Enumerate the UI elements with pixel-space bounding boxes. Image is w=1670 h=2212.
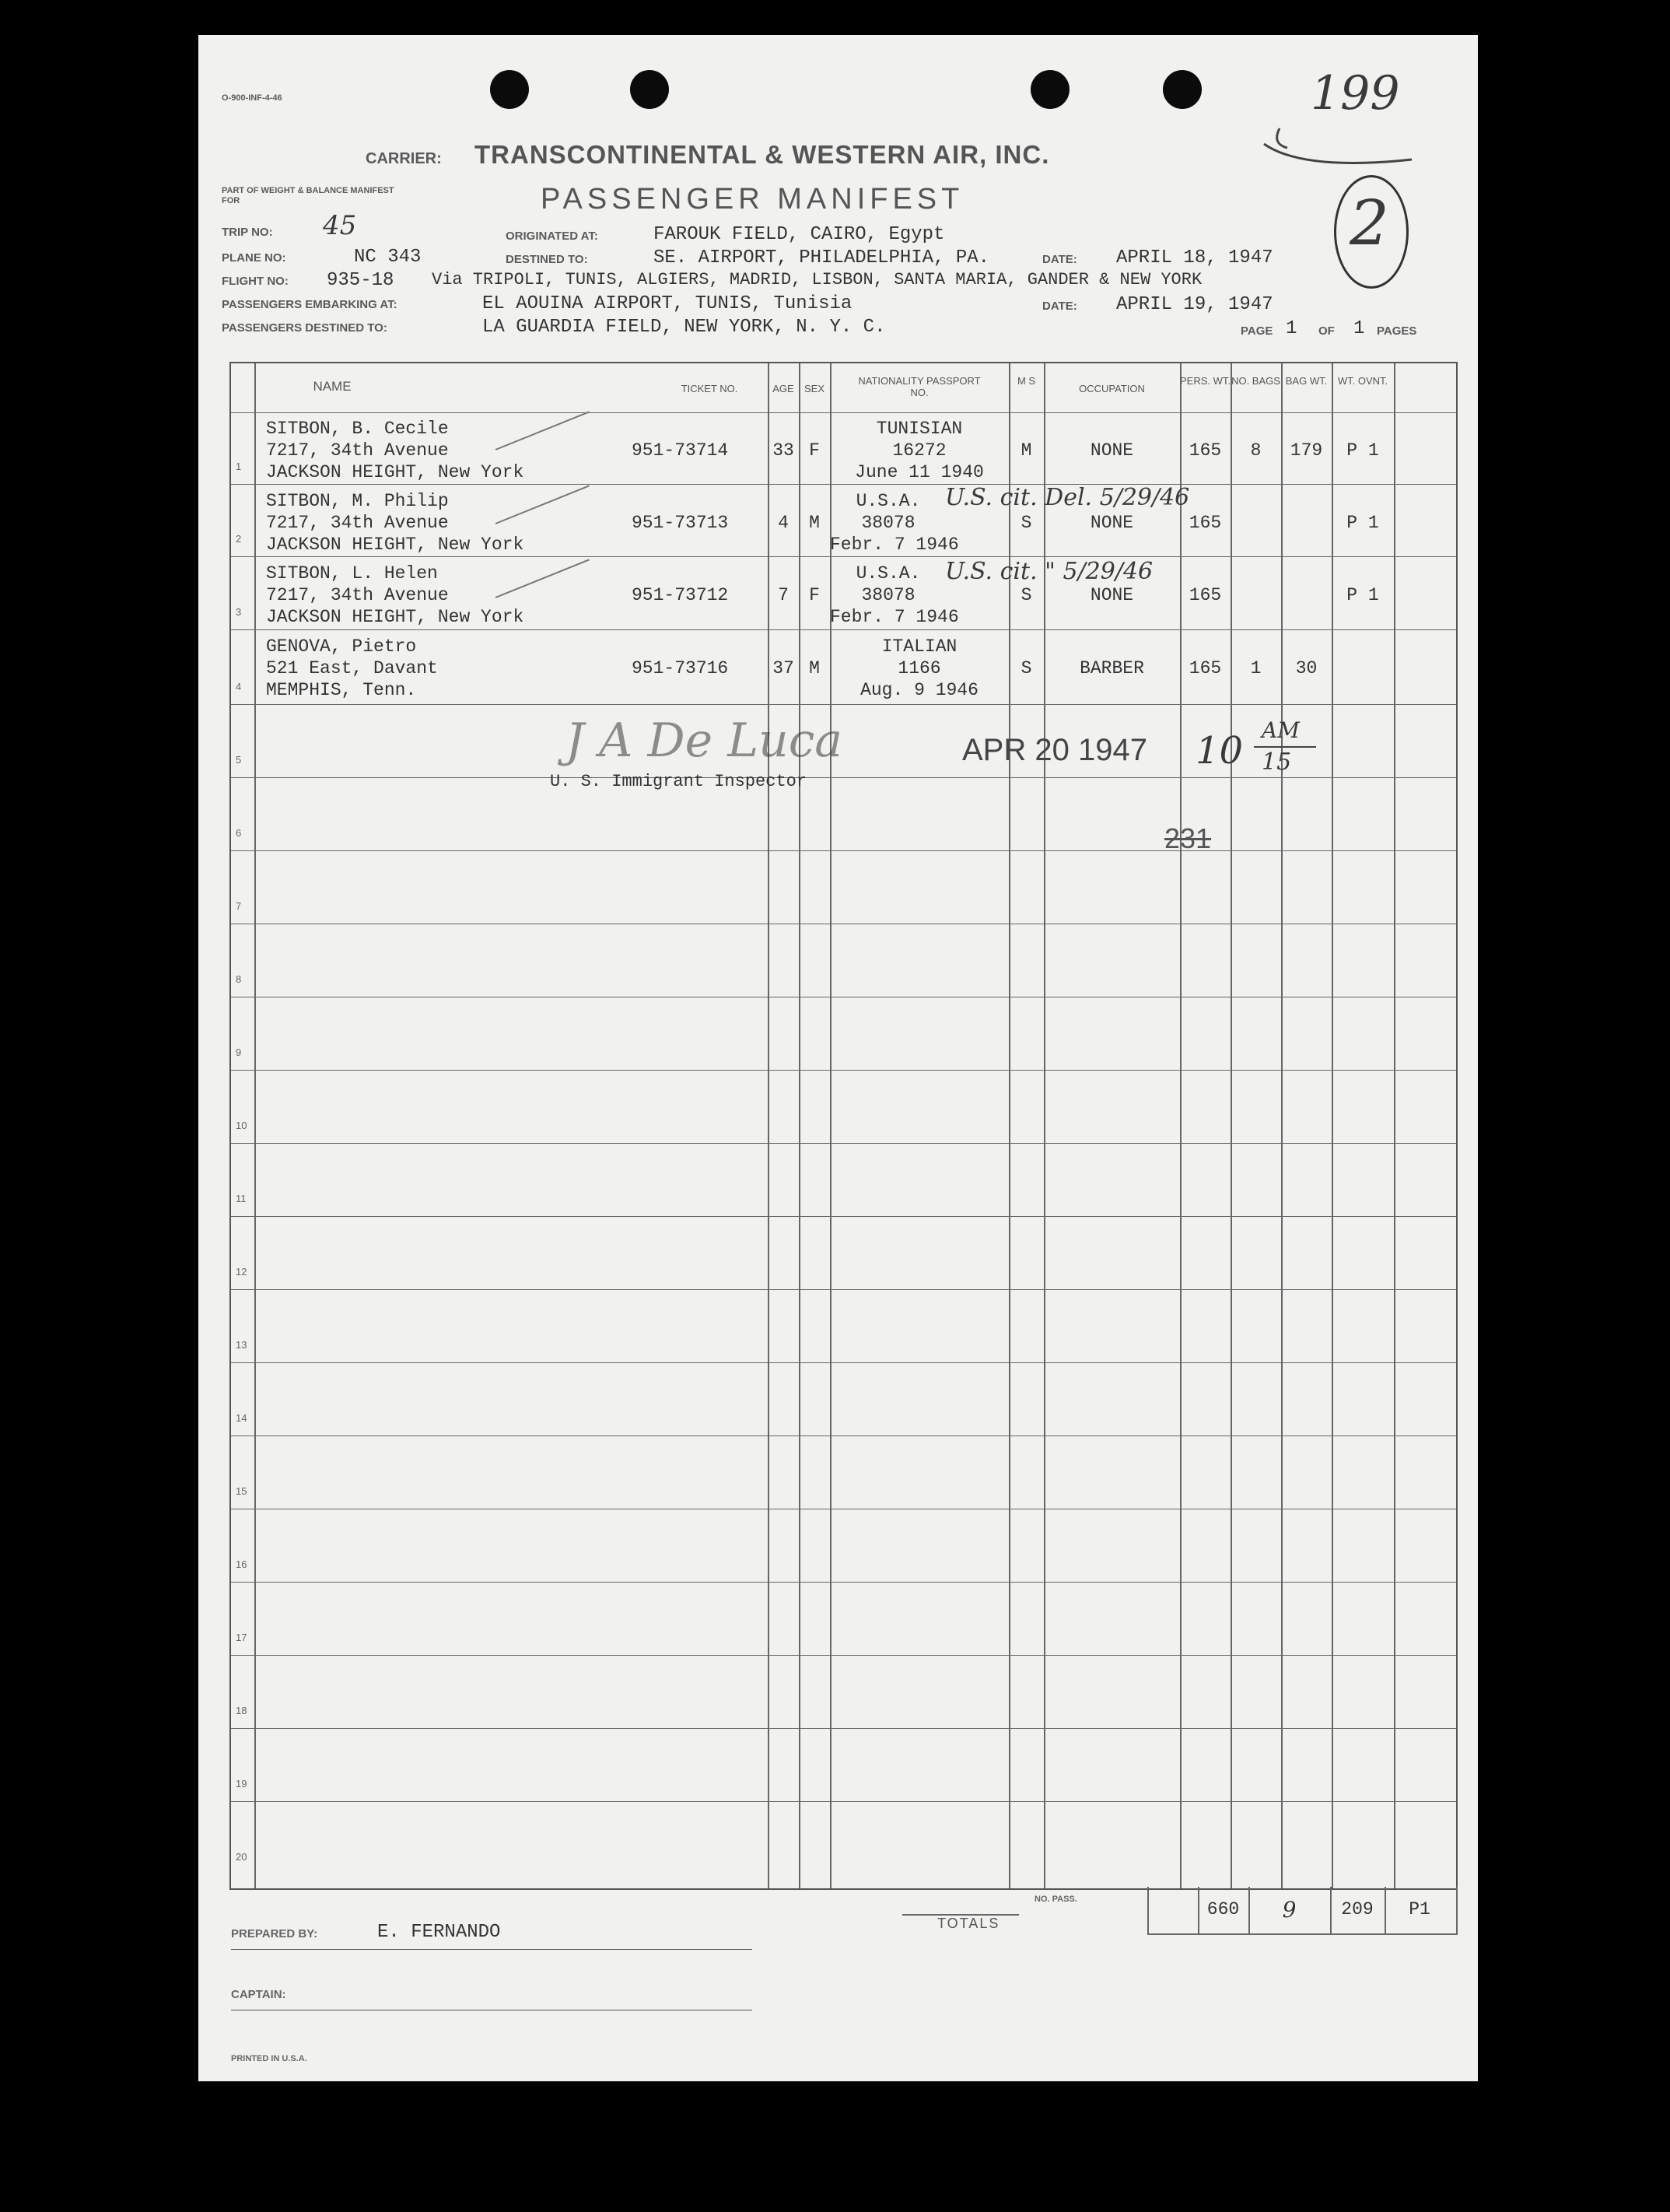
row-number: 15 [236,1485,247,1497]
row-divider [231,1143,1456,1144]
destined-value: SE. AIRPORT, PHILADELPHIA, PA. [653,247,990,268]
row-divider [231,484,1456,485]
check-mark [495,411,590,450]
row-number: 2 [236,533,242,545]
row-divider [231,629,1456,630]
occupation: NONE [1090,585,1134,605]
carrier-label: CARRIER: [366,150,442,167]
trip-value: 45 [323,210,357,241]
passport-number: 38078 [861,513,916,533]
passport-date: June 11 1940 [855,462,984,482]
row-number: 10 [236,1120,247,1131]
flight-value: 935-18 [327,270,394,291]
totals-label: TOTALS [937,1916,1000,1931]
total-pers-wt: 660 [1206,1899,1240,1919]
col-header-ms: M S [1017,375,1036,387]
circled-number: 2 [1350,187,1389,259]
inspection-time-hour: 10 [1196,729,1244,773]
page-total: 1 [1353,318,1365,339]
row-number: 5 [236,754,242,766]
passenger-name: SITBON, L. Helen [266,563,438,584]
passport-date: Aug. 9 1946 [860,680,979,700]
row-divider [231,1728,1456,1729]
page-number: 1 [1286,318,1297,339]
age: 7 [778,585,789,605]
bag-wt: 179 [1290,440,1323,461]
row-divider [231,850,1456,851]
passenger-table [229,362,1458,1890]
row-divider [231,1582,1456,1583]
passenger-address: 521 East, Davant [266,658,438,678]
inspection-minutes: 15 [1262,748,1292,776]
destined-label: DESTINED TO: [506,253,588,266]
ticket-number: 951-73714 [632,440,729,461]
punch-hole [1031,70,1070,109]
embarking-date: APRIL 19, 1947 [1116,294,1273,315]
prepared-by-value: E. FERNANDO [377,1922,501,1943]
pers-wt: 165 [1189,585,1222,605]
pages-label: PAGES [1377,324,1417,338]
row-number: 7 [236,900,242,912]
row-divider [231,556,1456,557]
row-number: 8 [236,973,242,985]
page-handwritten-number: 199 [1311,66,1400,121]
passenger-city: JACKSON HEIGHT, New York [266,607,524,627]
passenger-address: 7217, 34th Avenue [266,440,449,461]
row-number: 9 [236,1046,242,1058]
row-divider [231,1070,1456,1071]
total-bag-wt: 209 [1341,1899,1374,1919]
handwritten-flourish [1256,113,1420,175]
carrier-name: TRANSCONTINENTAL & WESTERN AIR, INC. [474,140,1050,169]
row-divider [231,777,1456,778]
col-header-nationality: NATIONALITY PASSPORT NO. [858,375,981,398]
passenger-city: JACKSON HEIGHT, New York [266,535,524,555]
destined-pass-label: PASSENGERS DESTINED TO: [222,321,387,335]
occupation: NONE [1090,440,1134,461]
sex: M [809,658,820,678]
marital-status: S [1021,585,1032,605]
passport-number: 38078 [861,585,916,605]
col-divider [1281,363,1283,1888]
row-number: 19 [236,1778,247,1790]
age: 33 [772,440,794,461]
col-divider [1394,363,1395,1888]
marital-status: S [1021,658,1032,678]
prepared-by-label: PREPARED BY: [231,1927,318,1940]
row-number: 14 [236,1412,247,1424]
row-number: 11 [236,1193,247,1204]
nationality: ITALIAN [881,636,958,657]
age: 37 [772,658,794,678]
trip-label: TRIP NO: [222,226,273,239]
plane-value: NC 343 [354,247,422,268]
row-divider [231,1362,1456,1363]
inspection-date-stamp: APR 20 1947 [962,733,1147,767]
row-number: 1 [236,461,242,472]
no-bags: 8 [1250,440,1262,461]
printed-in: PRINTED IN U.S.A. [231,2054,307,2063]
total-bags: 9 [1282,1897,1297,1923]
passenger-name: SITBON, M. Philip [266,491,449,511]
no-pass-label: NO. PASS. [1035,1895,1077,1904]
destined-date: APRIL 18, 1947 [1116,247,1273,268]
page-title: PASSENGER MANIFEST [541,183,965,216]
nationality: TUNISIAN [876,419,963,439]
check-mark [495,485,590,524]
col-header-pers-wt: PERS. WT. [1180,375,1231,387]
embarking-value: EL AOUINA AIRPORT, TUNIS, Tunisia [482,293,853,314]
row-divider [231,412,1456,413]
captain-label: CAPTAIN: [231,1988,286,2001]
inspector-signature: J A De Luca [565,713,843,768]
citizenship-note: U.S. cit. " 5/29/46 [945,558,1154,585]
flight-label: FLIGHT NO: [222,275,289,288]
destined-date-label: DATE: [1042,253,1077,266]
embarking-date-label: DATE: [1042,300,1077,313]
originated-label: ORIGINATED AT: [506,230,598,243]
row-number: 16 [236,1558,247,1570]
passenger-address: 7217, 34th Avenue [266,585,449,605]
passenger-city: MEMPHIS, Tenn. [266,680,417,700]
manifest-page [198,35,1478,2081]
col-divider [1231,363,1232,1888]
nationality: U.S.A. [856,491,921,511]
embarking-label: PASSENGERS EMBARKING AT: [222,298,397,311]
row-number: 12 [236,1266,247,1278]
sex: F [809,585,820,605]
destined-pass-value: LA GUARDIA FIELD, NEW YORK, N. Y. C. [482,317,886,338]
row-number: 20 [236,1851,247,1863]
pers-wt: 165 [1189,440,1222,461]
row-divider [231,1216,1456,1217]
row-divider [231,1289,1456,1290]
passenger-name: GENOVA, Pietro [266,636,417,657]
total-wt-ovnt: P1 [1409,1899,1430,1919]
col-header-occupation: OCCUPATION [1079,383,1145,394]
wt-ovnt: P 1 [1346,440,1379,461]
no-pass-box [1019,1887,1149,1933]
row-number: 17 [236,1632,247,1643]
citizenship-note: U.S. cit. Del. 5/29/46 [945,484,1190,511]
row-number: 6 [236,827,242,839]
row-number: 13 [236,1339,247,1351]
passenger-city: JACKSON HEIGHT, New York [266,462,524,482]
originated-value: FAROUK FIELD, CAIRO, Egypt [653,224,945,245]
passport-number: 16272 [892,440,947,461]
sex: M [809,513,820,533]
fraction-bar [1254,746,1316,748]
of-label: OF [1318,324,1335,338]
wt-ovnt: P 1 [1346,585,1379,605]
plane-label: PLANE NO: [222,251,286,265]
part-of-note: PART OF WEIGHT & BALANCE MANIFEST FOR [222,186,394,205]
no-bags: 1 [1250,658,1262,678]
punch-hole [490,70,529,109]
row-number: 3 [236,606,242,618]
count-note: 231 [1164,822,1212,854]
col-header-age: AGE [772,383,794,394]
ticket-number: 951-73716 [632,658,729,678]
passport-date: Febr. 7 1946 [830,607,959,627]
col-header-bag-wt: BAG WT. [1285,375,1328,387]
row-divider [231,704,1456,705]
passport-number: 1166 [898,658,941,678]
col-header-bags: NO. BAGS [1231,375,1280,387]
passenger-address: 7217, 34th Avenue [266,513,449,533]
nationality: U.S.A. [856,563,921,584]
col-header-ticket: TICKET NO. [681,383,738,394]
pers-wt: 165 [1189,513,1222,533]
col-header-sex: SEX [803,383,824,394]
flight-via: Via TRIPOLI, TUNIS, ALGIERS, MADRID, LISBON, SANTA MARIA, GANDER & NEW YORK [432,270,1203,289]
punch-hole [1163,70,1202,109]
marital-status: M [1021,440,1032,461]
check-mark [495,559,590,598]
page-label: PAGE [1241,324,1273,338]
row-number: 18 [236,1705,247,1716]
form-code: O-900-INF-4-46 [222,93,282,103]
row-number: 4 [236,681,242,692]
bag-wt: 30 [1295,658,1318,678]
passenger-name: SITBON, B. Cecile [266,419,449,439]
age: 4 [778,513,789,533]
marital-status: S [1021,513,1032,533]
prepared-by-line [231,1949,752,1950]
ticket-number: 951-73712 [632,585,729,605]
row-divider [231,1655,1456,1656]
col-header-name: NAME [313,379,352,394]
occupation: BARBER [1080,658,1144,678]
punch-hole [630,70,669,109]
inspector-title: U. S. Immigrant Inspector [550,772,807,791]
sex: F [809,440,820,461]
pers-wt: 165 [1189,658,1222,678]
occupation: NONE [1090,513,1134,533]
col-divider [254,363,256,1888]
passport-date: Febr. 7 1946 [830,535,959,555]
row-divider [231,1801,1456,1802]
col-header-wt-ovnt: WT. OVNT. [1337,375,1388,387]
wt-ovnt: P 1 [1346,513,1379,533]
ticket-number: 951-73713 [632,513,729,533]
inspection-ampm: AM [1262,717,1300,743]
